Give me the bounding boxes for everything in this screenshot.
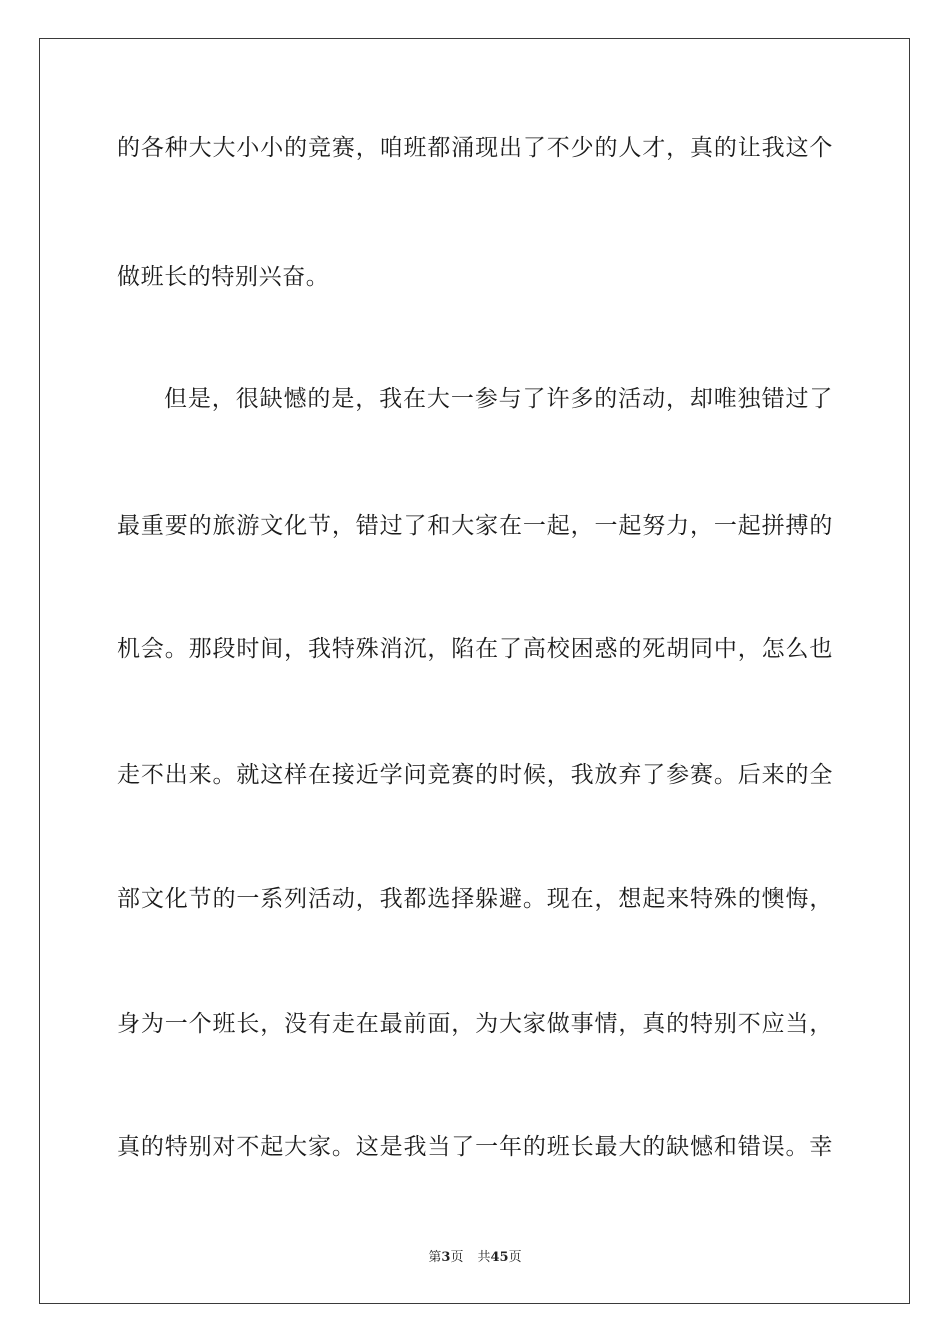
total-label-suffix: 页 [508, 1250, 522, 1265]
paragraph-line: 身为一个班长，没有走在最前面，为大家做事情，真的特别不应当， [117, 1011, 833, 1037]
page-label-prefix: 第 [428, 1250, 442, 1265]
paragraph-line: 走不出来。就这样在接近学问竞赛的时候，我放弃了参赛。后来的全 [117, 762, 833, 788]
total-label-prefix: 共 [477, 1250, 491, 1265]
paragraph-line: 做班长的特别兴奋。 [117, 264, 330, 290]
paragraph-line: 部文化节的一系列活动，我都选择躲避。现在，想起来特殊的懊悔， [117, 886, 833, 912]
paragraph-line: 的各种大大小小的竞赛，咱班都涌现出了不少的人才，真的让我这个 [117, 135, 833, 161]
paragraph-line: 但是，很缺憾的是，我在大一参与了许多的活动，却唯独错过了 [164, 386, 833, 412]
page-label-suffix: 页 [450, 1250, 464, 1265]
page-number: 3 [441, 1250, 451, 1265]
paragraph-line: 最重要的旅游文化节，错过了和大家在一起，一起努力，一起拼搏的 [117, 513, 833, 539]
total-pages: 45 [490, 1250, 509, 1265]
paragraph-line: 机会。那段时间，我特殊消沉，陷在了高校困惑的死胡同中，怎么也 [117, 636, 833, 662]
page-footer [0, 1246, 950, 1265]
paragraph-line: 真的特别对不起大家。这是我当了一年的班长最大的缺憾和错误。幸 [117, 1134, 833, 1160]
page-border [39, 38, 910, 1304]
